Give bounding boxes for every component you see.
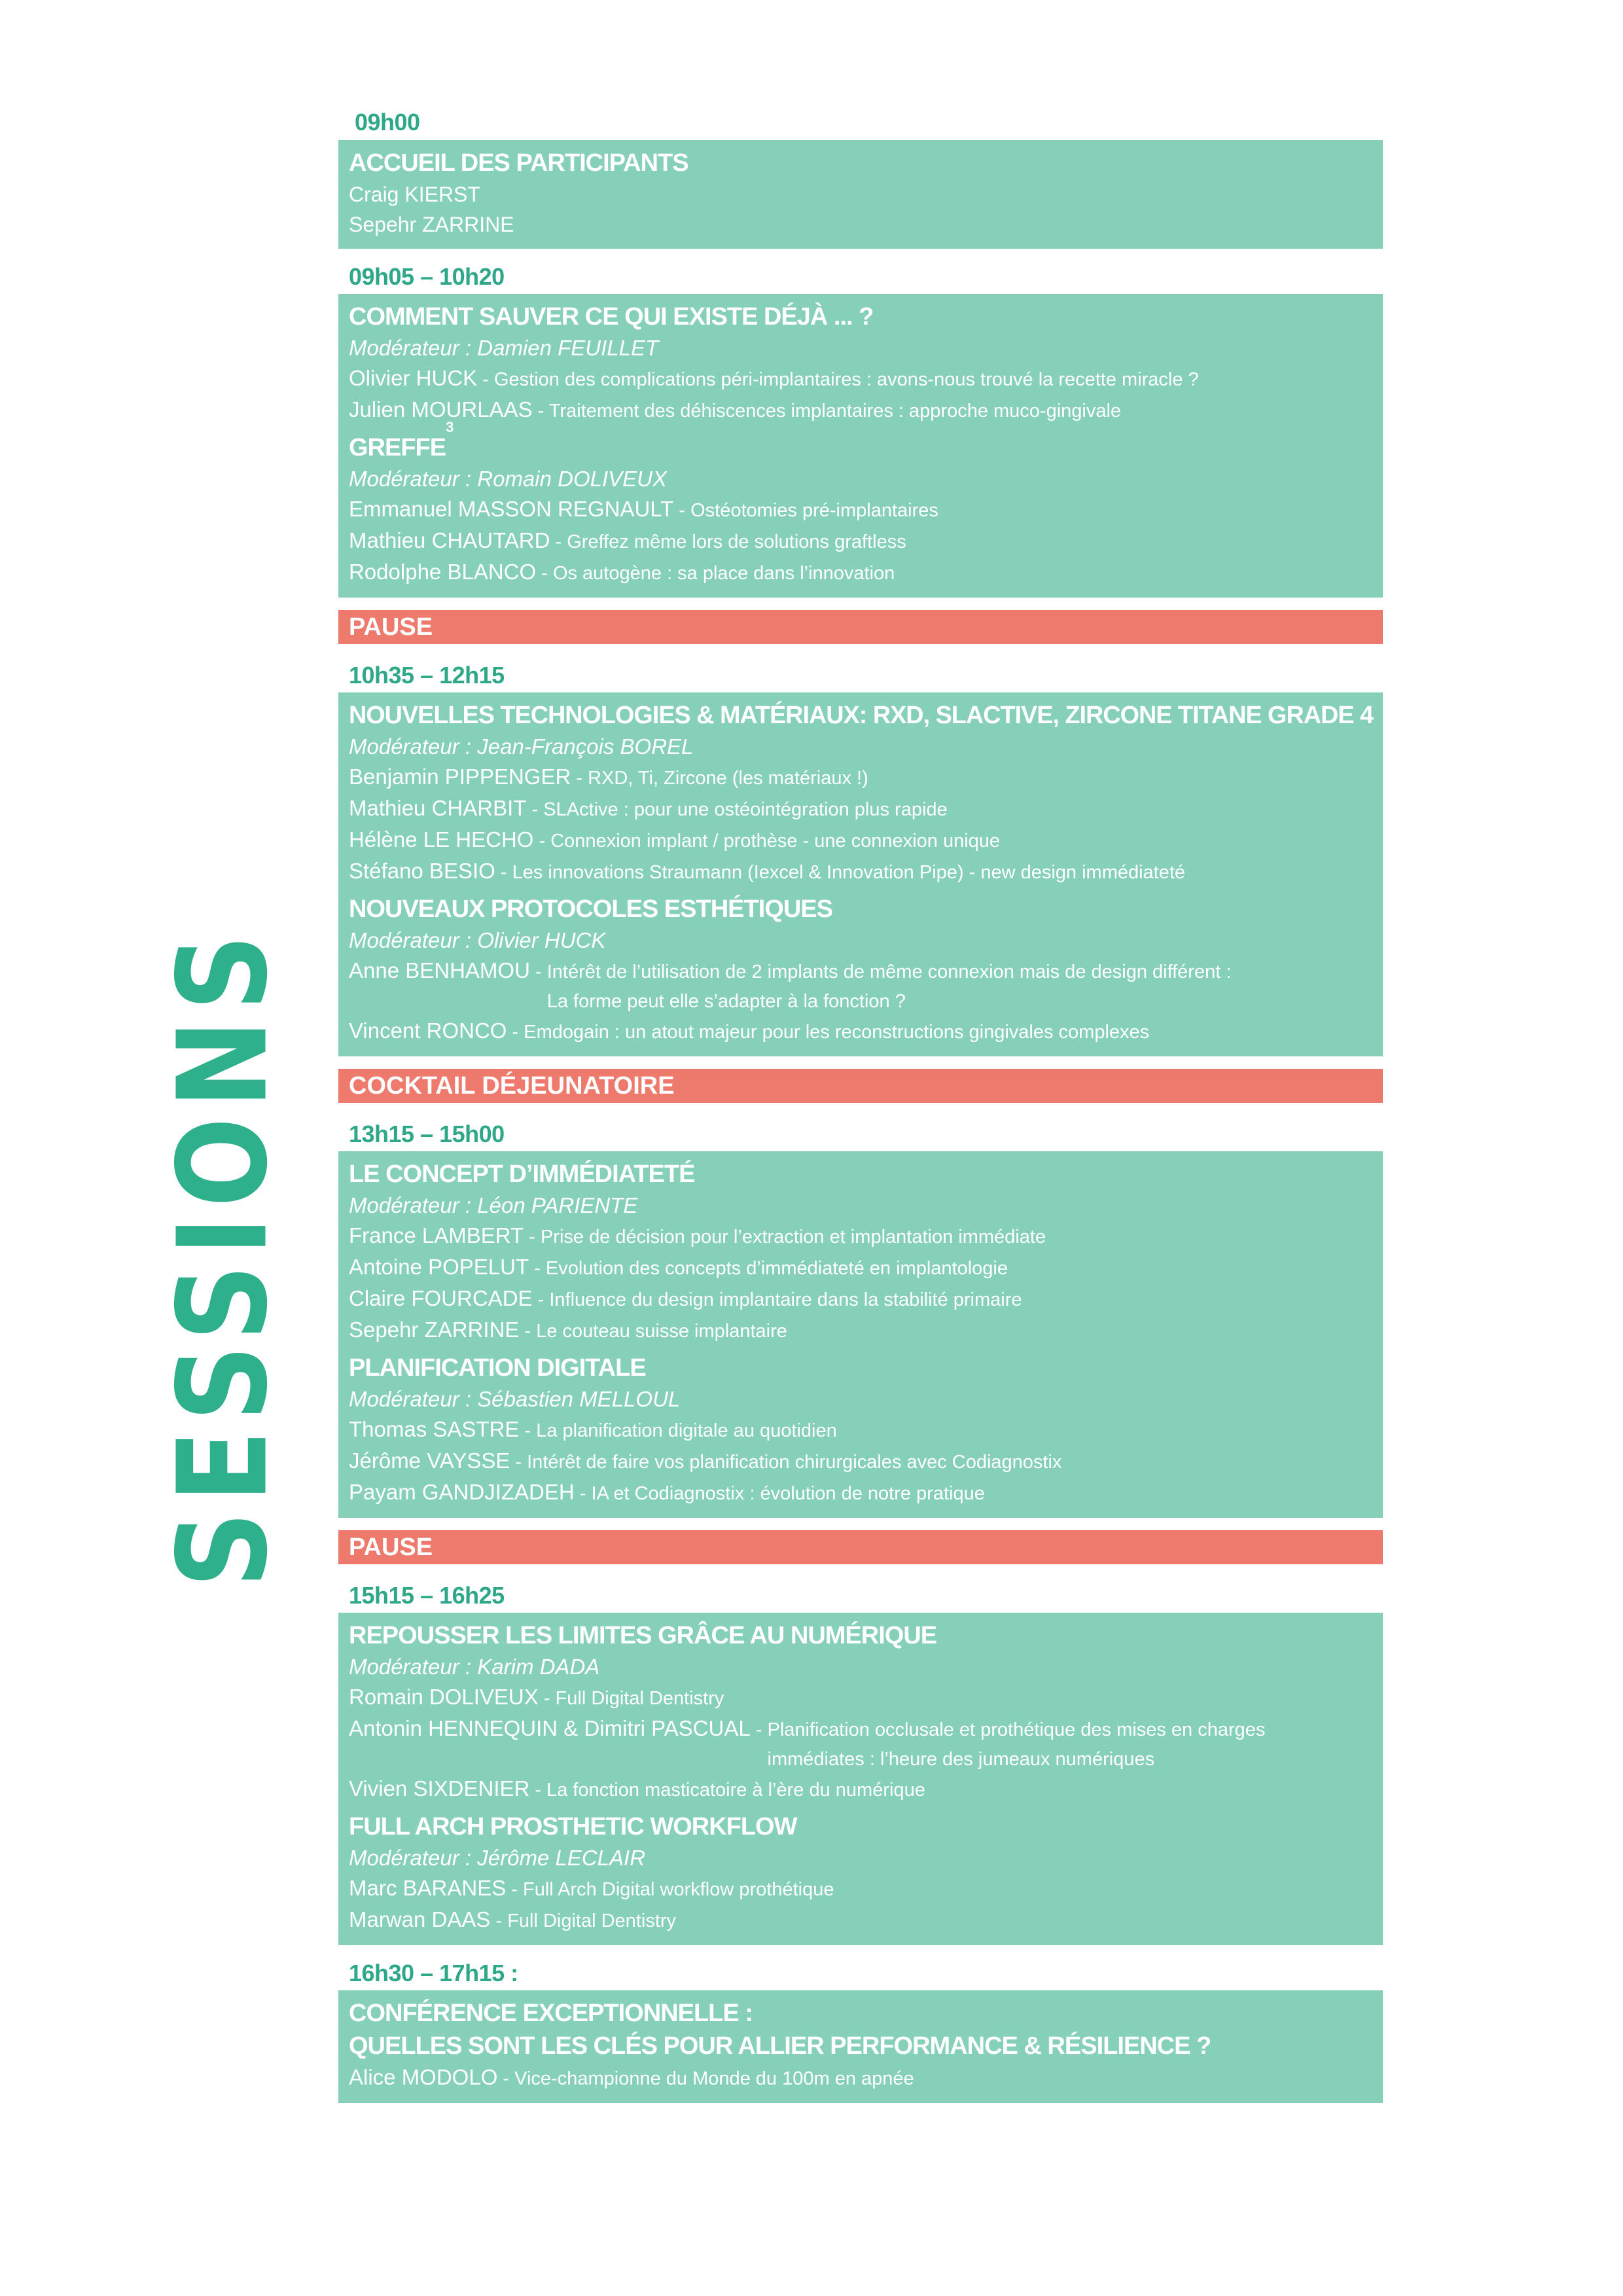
talk-title: La fonction masticatoire à l’ère du numérique bbox=[546, 1780, 925, 1801]
session-title: NOUVEAUX PROTOCOLES ESTHÉTIQUES bbox=[349, 895, 832, 923]
speaker: Benjamin PIPPENGER bbox=[349, 764, 571, 789]
speaker: Mathieu CHAUTARD bbox=[349, 528, 550, 552]
separator: - bbox=[532, 401, 549, 422]
speaker: Rodolphe BLANCO bbox=[349, 560, 537, 584]
moderator: Modérateur : Sébastien MELLOUL bbox=[349, 1387, 681, 1411]
separator: - bbox=[538, 1688, 556, 1709]
talk-row bbox=[349, 956, 1372, 1016]
person: Craig KIERST bbox=[349, 183, 480, 206]
separator: - bbox=[507, 1022, 524, 1043]
separator: - bbox=[529, 1258, 546, 1279]
speaker: Vincent RONCO bbox=[349, 1018, 507, 1043]
talk-row bbox=[349, 363, 1372, 395]
talk-title: Full Digital Dentistry bbox=[555, 1688, 724, 1709]
speaker: Marc BARANES bbox=[349, 1876, 507, 1900]
talk-row bbox=[349, 1713, 1372, 1774]
session-title: FULL ARCH PROSTHETIC WORKFLOW bbox=[349, 1813, 797, 1840]
talk-title: Full Digital Dentistry bbox=[507, 1910, 677, 1931]
talk-title: IA et Codiagnostix : évolution de notre pratique bbox=[591, 1483, 985, 1504]
moderator: Modérateur : Romain DOLIVEUX bbox=[349, 467, 668, 491]
speaker: Anne BENHAMOU bbox=[349, 958, 530, 982]
talk-row bbox=[349, 1315, 1372, 1346]
separator: - bbox=[529, 961, 547, 982]
speaker: Thomas SASTRE bbox=[349, 1417, 520, 1441]
session-card bbox=[338, 294, 1383, 598]
talk-row bbox=[349, 395, 1372, 426]
moderator: Modérateur : Olivier HUCK bbox=[349, 928, 606, 952]
speaker: Stéfano BESIO bbox=[349, 859, 495, 883]
talk-row bbox=[349, 1252, 1372, 1283]
talk-title: Full Arch Digital workflow prothétique bbox=[523, 1879, 834, 1900]
time-slot: 13h15 – 15h00 bbox=[349, 1121, 505, 1147]
speaker: Hélène LE HECHO bbox=[349, 827, 534, 852]
session-card bbox=[338, 140, 1383, 249]
time-slot: 15h15 – 16h25 bbox=[349, 1582, 505, 1609]
talk-title: Le couteau suisse implantaire bbox=[536, 1321, 787, 1342]
talk-title: Planification occlusale et prothétique des mises en charges bbox=[767, 1719, 1266, 1740]
talk-row bbox=[349, 1414, 1372, 1446]
separator: - bbox=[506, 1879, 523, 1900]
program bbox=[338, 105, 1383, 2114]
person: Sepehr ZARRINE bbox=[349, 213, 514, 236]
speaker: Julien MOURLAAS bbox=[349, 397, 533, 422]
talk-title-continued: La forme peut elle s’adapter à la fonction ? bbox=[546, 991, 906, 1012]
break-bar: COCKTAIL DÉJEUNATOIRE bbox=[338, 1069, 1383, 1103]
session-title: LE CONCEPT D’IMMÉDIATETÉ bbox=[349, 1160, 695, 1188]
talk-title: Gestion des complications péri-implantaires : avons-nous trouvé la recette miracle ? bbox=[493, 369, 1199, 390]
talk-row bbox=[349, 557, 1372, 588]
talk-title: Les innovations Straumann (Iexcel & Innovation Pipe) - new design immédiateté bbox=[512, 862, 1186, 883]
separator: - bbox=[490, 1910, 508, 1931]
separator: - bbox=[497, 2068, 515, 2089]
time-slot: 10h35 – 12h15 bbox=[349, 662, 505, 689]
speaker: Sepehr ZARRINE bbox=[349, 1318, 520, 1342]
talk-row bbox=[349, 1682, 1372, 1713]
talk-row bbox=[349, 1221, 1372, 1252]
separator: - bbox=[510, 1452, 527, 1473]
talk-row bbox=[349, 526, 1372, 557]
speaker: Olivier HUCK bbox=[349, 366, 478, 390]
speaker: Payam GANDJIZADEH bbox=[349, 1480, 575, 1504]
moderator: Modérateur : Damien FEUILLET bbox=[349, 336, 659, 360]
separator: - bbox=[529, 1780, 547, 1801]
moderator: Modérateur : Léon PARIENTE bbox=[349, 1193, 638, 1217]
sessions-title-text: SESSIONS bbox=[151, 925, 295, 1588]
session-card bbox=[338, 1151, 1383, 1518]
talk-title: Os autogène : sa place dans l’innovation bbox=[552, 563, 895, 584]
speaker: Antoine POPELUT bbox=[349, 1255, 529, 1279]
session-title: NOUVELLES TECHNOLOGIES & MATÉRIAUX: RXD, SLACTIVE, ZIRCONE TITANE GRADE 4 bbox=[349, 702, 1374, 729]
moderator: Modérateur : Jérôme LECLAIR bbox=[349, 1846, 646, 1870]
session-card bbox=[338, 692, 1383, 1056]
break-bar: PAUSE bbox=[338, 1530, 1383, 1564]
separator: - bbox=[533, 831, 551, 852]
talk-title: Intérêt de faire vos planification chirurgicales avec Codiagnostix bbox=[527, 1452, 1062, 1473]
session-title bbox=[349, 419, 1372, 464]
superscript: 3 bbox=[446, 419, 454, 435]
talk-row bbox=[349, 494, 1372, 526]
talk-row bbox=[349, 1905, 1372, 1936]
talk-title: Evolution des concepts d’immédiateté en implantologie bbox=[545, 1258, 1008, 1279]
separator: - bbox=[673, 500, 691, 521]
talk-row bbox=[349, 856, 1372, 888]
talk-title: RXD, Ti, Zircone (les matériaux !) bbox=[588, 768, 868, 789]
session-title: REPOUSSER LES LIMITES GRÂCE AU NUMÉRIQUE bbox=[349, 1622, 937, 1649]
talk-row bbox=[349, 1873, 1372, 1905]
separator: - bbox=[526, 799, 544, 820]
separator: - bbox=[477, 369, 494, 390]
time-slot: 09h00 bbox=[355, 109, 420, 135]
separator: - bbox=[519, 1321, 537, 1342]
session-card bbox=[338, 1613, 1383, 1945]
talk-title: Intérêt de l’utilisation de 2 implants de même connexion mais de design différent : bbox=[546, 961, 1232, 982]
time-slot: 16h30 – 17h15 : bbox=[349, 1960, 518, 1986]
talk-row bbox=[349, 1477, 1372, 1509]
separator: - bbox=[571, 768, 588, 789]
talk-row bbox=[349, 1283, 1372, 1315]
talk-title: Prise de décision pour l’extraction et implantation immédiate bbox=[540, 1227, 1046, 1247]
separator: - bbox=[574, 1483, 592, 1504]
speaker: Romain DOLIVEUX bbox=[349, 1685, 539, 1709]
talk-title: Traitement des déhiscences implantaires : approche muco-gingivale bbox=[548, 401, 1122, 422]
session-title: PLANIFICATION DIGITALE bbox=[349, 1354, 646, 1382]
break-bar: PAUSE bbox=[338, 610, 1383, 644]
talk-title: SLActive : pour une ostéointégration plus rapide bbox=[543, 799, 948, 820]
talk-title: Connexion implant / prothèse - une connexion unique bbox=[550, 831, 1001, 852]
talk-title: Emdogain : un atout majeur pour les reconstructions gingivales complexes bbox=[524, 1022, 1150, 1043]
speaker: Claire FOURCADE bbox=[349, 1286, 533, 1310]
sessions-vertical-title bbox=[151, 925, 295, 1588]
separator: - bbox=[519, 1420, 537, 1441]
speaker: Emmanuel MASSON REGNAULT bbox=[349, 497, 674, 521]
talk-title: Influence du design implantaire dans la stabilité primaire bbox=[549, 1289, 1022, 1310]
talk-title: La planification digitale au quotidien bbox=[536, 1420, 837, 1441]
talk-row bbox=[349, 793, 1372, 825]
speaker: Alice MODOLO bbox=[349, 2065, 498, 2089]
talk-row bbox=[349, 1774, 1372, 1805]
speaker: Vivien SIXDENIER bbox=[349, 1776, 530, 1801]
talk-row bbox=[349, 1016, 1372, 1047]
session-card bbox=[338, 1990, 1383, 2103]
session-title: QUELLES SONT LES CLÉS POUR ALLIER PERFORMANCE & RÉSILIENCE ? bbox=[349, 2032, 1211, 2060]
moderator: Modérateur : Jean-François BOREL bbox=[349, 734, 694, 759]
separator: - bbox=[536, 563, 553, 584]
talk-title-continued: immédiates : l’heure des jumeaux numériques bbox=[767, 1749, 1155, 1770]
separator: - bbox=[550, 531, 567, 552]
session-title: CONFÉRENCE EXCEPTIONNELLE : bbox=[349, 2000, 753, 2027]
talk-title: Vice-championne du Monde du 100m en apnée bbox=[514, 2068, 914, 2089]
separator: - bbox=[532, 1289, 550, 1310]
session-title: ACCUEIL DES PARTICIPANTS bbox=[349, 149, 688, 177]
speaker: France LAMBERT bbox=[349, 1223, 524, 1247]
talk-title: Greffez même lors de solutions graftless bbox=[567, 531, 906, 552]
session-title: COMMENT SAUVER CE QUI EXISTE DÉJÀ ... ? bbox=[349, 303, 874, 331]
speaker: Mathieu CHARBIT bbox=[349, 796, 527, 820]
talk-row bbox=[349, 825, 1372, 856]
separator: - bbox=[750, 1719, 768, 1740]
time-slot: 09h05 – 10h20 bbox=[349, 263, 505, 290]
separator: - bbox=[495, 862, 512, 883]
separator: - bbox=[524, 1227, 541, 1247]
speaker: Marwan DAAS bbox=[349, 1907, 491, 1931]
talk-title: Ostéotomies pré-implantaires bbox=[690, 500, 938, 521]
moderator: Modérateur : Karim DADA bbox=[349, 1655, 600, 1679]
talk-row bbox=[349, 762, 1372, 793]
talk-row bbox=[349, 1446, 1372, 1477]
talk-row bbox=[349, 2062, 1372, 2094]
speaker: Antonin HENNEQUIN & Dimitri PASCUAL bbox=[349, 1716, 751, 1740]
session-title-text: GREFFE bbox=[349, 434, 446, 461]
speaker: Jérôme VAYSSE bbox=[349, 1448, 510, 1473]
